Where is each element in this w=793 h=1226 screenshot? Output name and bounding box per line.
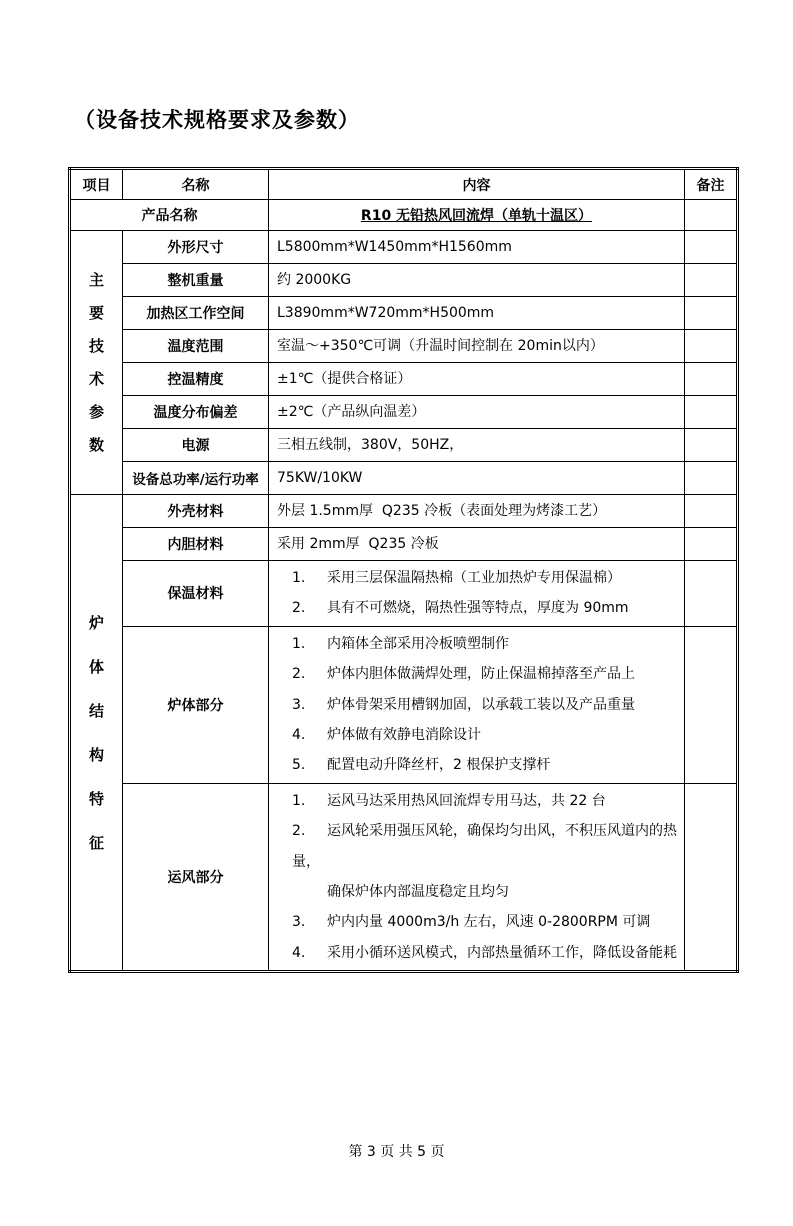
section-furnace-structure-label: 炉体结构特征: [89, 613, 105, 852]
list-text: 炉体骨架采用槽钢加固，以承载工装以及产品重量: [327, 696, 635, 713]
table-row: [70, 495, 738, 528]
content-line: [277, 690, 678, 720]
content-line: [277, 563, 678, 593]
row-name-furnace-body: 炉体部分: [123, 626, 269, 783]
row-remark: [685, 231, 738, 264]
list-number: 1.: [292, 570, 306, 586]
row-remark: [685, 561, 738, 627]
list-number: 3.: [292, 696, 306, 713]
list-number: 4.: [292, 944, 306, 961]
content-line: [277, 720, 678, 750]
list-text: 炉体做有效静电消除设计: [327, 727, 481, 744]
product-value: [269, 200, 685, 231]
row-content-liner-material: [269, 528, 685, 561]
table-row: [70, 231, 738, 264]
section-furnace-structure: [70, 495, 123, 972]
row-name-temp-deviation: 温度分布偏差: [123, 396, 269, 429]
row-content-power-supply: [269, 429, 685, 462]
row-name-air-circulation: 运风部分: [123, 783, 269, 971]
row-remark: [685, 264, 738, 297]
page-number: 第 3 页 共 5 页: [348, 1144, 445, 1160]
row-name-temp-range: 温度范围: [123, 330, 269, 363]
list-text: 炉内内量 4000m3/h 左右，风速 0-2800RPM 可调: [327, 914, 651, 931]
header-item: 项目: [70, 169, 123, 200]
table-row: [70, 396, 738, 429]
content-line: L5800mm*W1450mm*H1560mm: [277, 239, 512, 255]
product-label: 产品名称: [70, 200, 269, 231]
list-number: 1.: [292, 635, 306, 652]
table-row: [70, 330, 738, 363]
row-name-dimensions: 外形尺寸: [123, 231, 269, 264]
content-line: ±1℃（提供合格证）: [277, 371, 412, 387]
content-line: [277, 938, 678, 968]
content-line: [277, 593, 678, 623]
content-line: 约 2000KG: [277, 272, 352, 288]
row-name-power-supply: 电源: [123, 429, 269, 462]
spec-table: [68, 167, 739, 973]
list-number: 3.: [292, 914, 306, 931]
list-number: 2.: [292, 823, 306, 840]
header-content: 内容: [269, 169, 685, 200]
content-line: [277, 877, 678, 907]
product-row: [70, 200, 738, 231]
list-text: 配置电动升降丝杆，2 根保护支撑杆: [327, 757, 551, 774]
row-content-temp-range: [269, 330, 685, 363]
content-line: [277, 786, 678, 816]
list-text: 具有不可燃烧，隔热性强等特点，厚度为 90mm: [327, 600, 629, 617]
section-main-params: [70, 231, 123, 495]
content-line: [277, 907, 678, 937]
row-content-heating-zone: [269, 297, 685, 330]
table-row: [70, 783, 738, 971]
content-line: [277, 816, 678, 877]
table-row: [70, 528, 738, 561]
content-line: [277, 750, 678, 780]
list-text: 运风轮采用强压风轮，确保均匀出风，不积压风道内的热量，: [292, 823, 677, 870]
table-row: [70, 264, 738, 297]
row-content-furnace-body: [269, 626, 685, 783]
list-number: 2.: [292, 600, 306, 617]
row-content-total-power: [269, 462, 685, 495]
row-name-liner-material: 内胆材料: [123, 528, 269, 561]
row-name-shell-material: 外壳材料: [123, 495, 269, 528]
table-header-row: [70, 169, 738, 200]
content-line: 室温～+350℃可调（升温时间控制在 20min以内）: [277, 338, 604, 354]
content-line: [277, 629, 678, 659]
row-content-dimensions: [269, 231, 685, 264]
content-line: 采用 2mm厚 Q235 冷板: [277, 536, 439, 552]
row-remark: [685, 462, 738, 495]
content-line: 75KW/10KW: [277, 470, 363, 486]
table-row: [70, 462, 738, 495]
list-number: 5.: [292, 757, 306, 774]
content-line: 三相五线制，380V，50HZ，: [277, 437, 464, 453]
product-value-text: R10 无铅热风回流焊（单轨十温区）: [360, 208, 593, 224]
row-name-heating-zone: 加热区工作空间: [123, 297, 269, 330]
row-remark: [685, 528, 738, 561]
row-remark: [685, 626, 738, 783]
list-text: 采用小循环送风模式，内部热量循环工作，降低设备能耗: [327, 944, 677, 961]
row-remark: [685, 297, 738, 330]
content-line: 外层 1.5mm厚 Q235 冷板（表面处理为烤漆工艺）: [277, 503, 607, 519]
row-name-insulation-material: 保温材料: [123, 561, 269, 627]
content-line: [277, 659, 678, 689]
list-number: 2.: [292, 666, 306, 683]
row-remark: [685, 363, 738, 396]
list-text: 确保炉体内部温度稳定且均匀: [327, 884, 509, 901]
row-name-total-power: 设备总功率/运行功率: [123, 462, 269, 495]
row-content-temp-deviation: [269, 396, 685, 429]
row-content-air-circulation: [269, 783, 685, 971]
header-name: 名称: [123, 169, 269, 200]
table-row: [70, 363, 738, 396]
table-row: [70, 561, 738, 627]
section-main-params-label: 主要技术参数: [89, 270, 105, 454]
content-line: ±2℃（产品纵向温差）: [277, 404, 426, 420]
row-content-temp-accuracy: [269, 363, 685, 396]
row-name-weight: 整机重量: [123, 264, 269, 297]
list-text: 炉体内胆体做满焊处理，防止保温棉掉落至产品上: [327, 666, 635, 683]
list-text: 运风马达采用热风回流焊专用马达，共 22 台: [327, 792, 606, 809]
list-text: 内箱体全部采用冷板喷塑制作: [327, 635, 509, 652]
header-remark: 备注: [685, 169, 738, 200]
product-remark: [685, 200, 738, 231]
row-remark: [685, 783, 738, 971]
page-title: （设备技术规格要求及参数）: [74, 108, 360, 132]
table-row: [70, 297, 738, 330]
row-remark: [685, 330, 738, 363]
row-remark: [685, 429, 738, 462]
table-row: [70, 429, 738, 462]
list-number: 4.: [292, 727, 306, 744]
row-content-weight: [269, 264, 685, 297]
row-content-insulation-material: [269, 561, 685, 627]
row-remark: [685, 495, 738, 528]
list-text: 采用三层保温隔热棉（工业加热炉专用保温棉）: [327, 570, 621, 586]
row-name-temp-accuracy: 控温精度: [123, 363, 269, 396]
row-content-shell-material: [269, 495, 685, 528]
table-row: [70, 626, 738, 783]
row-remark: [685, 396, 738, 429]
list-number: 1.: [292, 792, 306, 809]
content-line: L3890mm*W720mm*H500mm: [277, 305, 495, 321]
